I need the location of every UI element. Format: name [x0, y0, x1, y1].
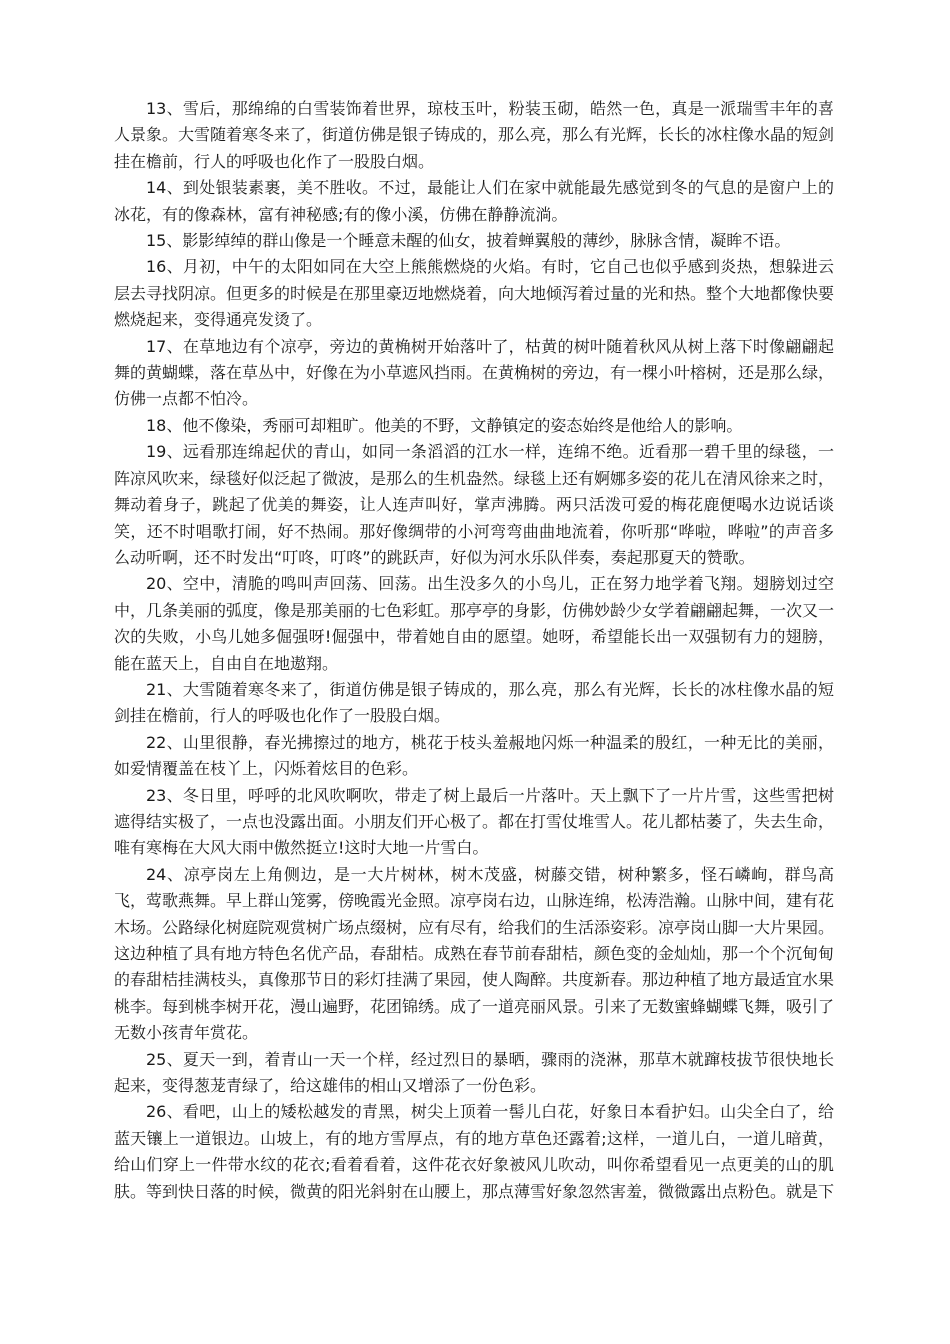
paragraph-26: 26、看吧，山上的矮松越发的青黑，树尖上顶着一髻儿白花，好象日本看护妇。山尖全白了，给蓝天镶上一道银边。山坡上，有的地方雪厚点，有的地方草色还露着;这样，一道儿白，一道儿暗黄，给山们穿上一件带水纹的花衣;看着看着，这件花衣好象被风儿吹动，叫你希望看见一点更美的山的肌肤。等到快日落的时候，微黄的阳光斜射在山腰上，那点薄雪好象忽然害羞，微微露出点粉色。就是下	[114, 1102, 834, 1201]
paragraph-19: 19、远看那连绵起伏的青山，如同一条滔滔的江水一样，连绵不绝。近看那一碧千里的绿毯，一阵凉风吹来，绿毯好似泛起了微波，是那么的生机盎然。绿毯上还有婀娜多姿的花儿在清风徐来之时，舞动着身子，跳起了优美的舞姿，让人连声叫好，掌声沸腾。两只活泼可爱的梅花鹿便喝水边说话谈笑，还不时唱歌打闹，好不热闹。那好像绸带的小河弯弯曲曲地流着，你听那“哗啦，哗啦”的声音多么动听啊，还不时发出“叮咚，叮咚”的跳跃声，好似为河水乐队伴奏，奏起那夏天的赞歌。	[114, 442, 834, 567]
paragraph-21: 21、大雪随着寒冬来了，街道仿佛是银子铸成的，那么亮，那么有光辉，长长的冰柱像水晶的短剑挂在檐前，行人的呼吸也化作了一股股白烟。	[114, 679, 834, 726]
paragraph-22: 22、山里很静，春光拂擦过的地方，桃花于枝头羞赧地闪烁一种温柔的殷红，一种无比的美丽，如爱情覆盖在枝丫上，闪烁着炫目的色彩。	[114, 732, 834, 779]
paragraph-17: 17、在草地边有个凉亭，旁边的黄桷树开始落叶了，枯黄的树叶随着秋风从树上落下时像翩翩起舞的黄蝴蝶，落在草丛中，好像在为小草遮风挡雨。在黄桷树的旁边，有一棵小叶榕树，还是那么绿，仿佛一点都不怕冷。	[114, 336, 834, 409]
paragraph-15: 15、影影绰绰的群山像是一个睡意未醒的仙女，披着蝉翼般的薄纱，脉脉含情，凝眸不语。	[146, 231, 791, 251]
paragraph-25: 25、夏天一到，着青山一天一个样，经过烈日的暴晒，骤雨的浇淋，那草木就蹿枝拔节很快地长起来，变得葱茏青绿了，给这雄伟的相山又增添了一份色彩。	[114, 1049, 834, 1096]
paragraph-13: 13、雪后，那绵绵的白雪装饰着世界，琼枝玉叶，粉装玉砌，皓然一色，真是一派瑞雪丰年的喜人景象。大雪随着寒冬来了，街道仿佛是银子铸成的，那么亮，那么有光辉，长长的冰柱像水晶的短剑挂在檐前，行人的呼吸也化作了一股股白烟。	[114, 99, 834, 171]
paragraph-24: 24、凉亭岗左上角侧边，是一大片树林，树木茂盛，树藤交错，树种繁多，怪石嶙峋，群鸟高飞，莺歌燕舞。早上群山笼雾，傍晚霞光金照。凉亭岗右边，山脉连绵，松涛浩瀚。山脉中间，建有花木场。公路绿化树庭院观赏树广场点缀树，应有尽有，给我们的生活添姿彩。凉亭岗山脚一大片果园。这边种植了具有地方特色名优产品，春甜桔。成熟在春节前春甜桔，颜色变的金灿灿，那一个个沉甸甸的春甜桔挂满枝头，真像那节日的彩灯挂满了果园，使人陶醉。共度新春。那边种植了地方最适宜水果桃李。每到桃李树开花，漫山遍野，花团锦绣。成了一道亮丽风景。引来了无数蜜蜂蝴蝶飞舞，吸引了无数小孩青年赏花。	[114, 864, 834, 1043]
document-page	[114, 96, 834, 1326]
paragraph-23: 23、冬日里，呼呼的北风吹啊吹，带走了树上最后一片落叶。天上飘下了一片片雪，这些雪把树遮得结实极了，一点也没露出面。小朋友们开心极了。都在打雪仗堆雪人。花儿都枯萎了，失去生命，唯有寒梅在大风大雨中傲然挺立!这时大地一片雪白。	[114, 785, 834, 858]
paragraph-14: 14、到处银装素裹，美不胜收。不过，最能让人们在家中就能最先感觉到冬的气息的是窗户上的冰花，有的像森林，富有神秘感;有的像小溪，仿佛在静静流淌。	[114, 178, 834, 224]
paragraph-16: 16、月初，中午的太阳如同在大空上熊熊燃烧的火焰。有时，它自己也似乎感到炎热，想躲进云层去寻找阴凉。但更多的时候是在那里豪迈地燃烧着，向大地倾泻着过量的光和热。整个大地都像快要燃烧起来，变得通亮发烫了。	[114, 257, 834, 330]
paragraph-20: 20、空中，清脆的鸣叫声回荡、回荡。出生没多久的小鸟儿，正在努力地学着飞翔。翅膀划过空中，几条美丽的弧度，像是那美丽的七色彩虹。那亭亭的身影，仿佛妙龄少女学着翩翩起舞，一次又一次的失败，小鸟儿她多倔强呀!倔强中，带着她自由的愿望。她呀，希望能长出一双强韧有力的翅膀，能在蓝天上，自由自在地遨翔。	[114, 574, 834, 673]
paragraph-18: 18、他不像染，秀丽可却粗旷。他美的不野，文静镇定的姿态始终是他给人的影响。	[146, 415, 743, 435]
